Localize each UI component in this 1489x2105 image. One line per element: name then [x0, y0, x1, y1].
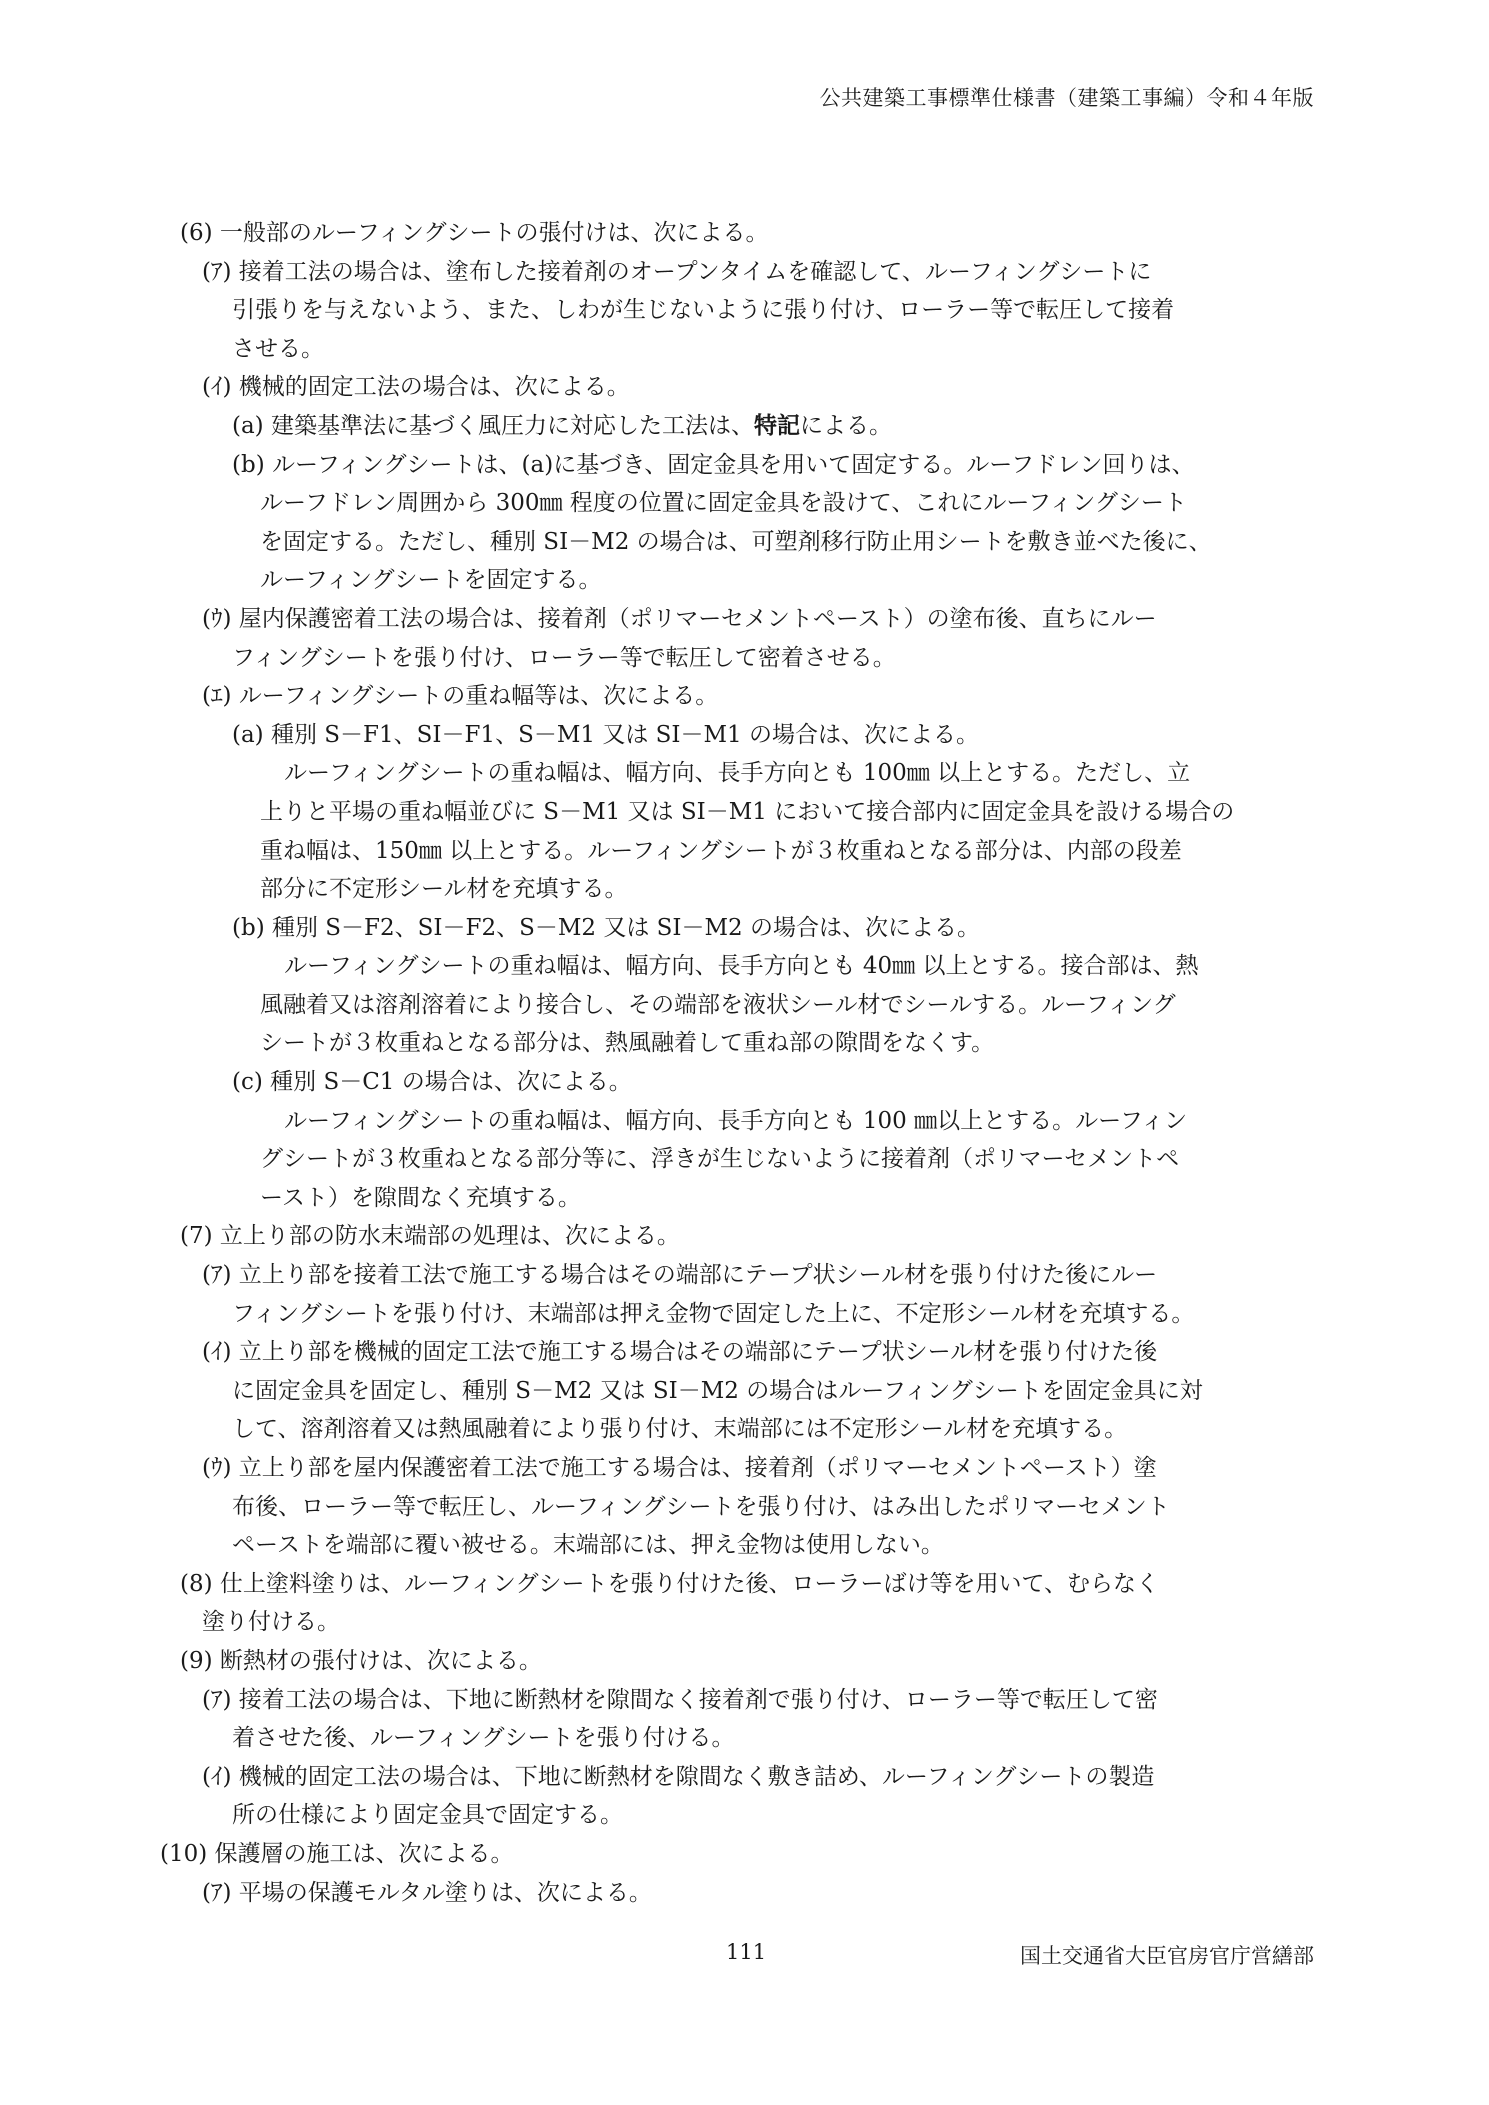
clause-6-d-a-cont: 部分に不定形シール材を充填する。: [260, 876, 628, 903]
clause-7-a-cont: フィングシートを張り付け、末端部は押え金物で固定した上に、不定形シール材を充填する。: [232, 1300, 1195, 1327]
clause-6-b-a: [160, 407, 1320, 446]
clause-6-a: (ｱ) 接着工法の場合は、塗布した接着剤のオープンタイムを確認して、ルーフィングシートに: [202, 258, 1152, 285]
clause-9-heading: (9) 断熱材の張付けは、次による。: [180, 1647, 542, 1674]
document-body: [160, 214, 1320, 1912]
clause-6-b-b-cont: ルーフドレン周囲から 300㎜ 程度の位置に固定金具を設けて、これにルーフィングシート: [260, 490, 1187, 517]
clause-10-a: (ｱ) 平場の保護モルタル塗りは、次による。: [202, 1879, 652, 1906]
clause-9-a: (ｱ) 接着工法の場合は、下地に断熱材を隙間なく接着剤で張り付け、ローラー等で転圧して密: [202, 1686, 1158, 1713]
clause-6-b-b: (b) ルーフィングシートは、(a)に基づき、固定金具を用いて固定する。ルーフドレン回りは、: [232, 451, 1195, 478]
clause-6-d-a-body: ルーフィングシートの重ね幅は、幅方向、長手方向とも 100㎜ 以上とする。ただし、立: [284, 760, 1191, 787]
clause-6-c: (ｳ) 屋内保護密着工法の場合は、接着剤（ポリマーセメントペースト）の塗布後、直ちにルー: [202, 605, 1157, 632]
clause-6-c-cont: フィングシートを張り付け、ローラー等で転圧して密着させる。: [232, 644, 896, 671]
clause-6-d-a-cont: 上りと平場の重ね幅並びに S－M1 又は SI－M1 において接合部内に固定金具を設ける場合の: [260, 798, 1235, 825]
clause-6-d-c-cont: グシートが３枚重ねとなる部分等に、浮きが生じないように接着剤（ポリマーセメントペ: [260, 1146, 1180, 1173]
clause-6-b-b-cont: ルーフィングシートを固定する。: [260, 567, 602, 594]
clause-7-b-cont: に固定金具を固定し、種別 S－M2 又は SI－M2 の場合はルーフィングシートを固定金具に対: [232, 1377, 1203, 1404]
tokki-emphasis: 特記: [753, 411, 800, 439]
clause-7-c: (ｳ) 立上り部を屋内保護密着工法で施工する場合は、接着剤（ポリマーセメントペースト）塗: [202, 1455, 1157, 1481]
clause-8-cont: 塗り付ける。: [202, 1609, 340, 1636]
clause-7-c-cont: ペーストを端部に覆い被せる。末端部には、押え金物は使用しない。: [232, 1532, 944, 1559]
page-number: 111: [726, 1940, 767, 1964]
clause-7-heading: (7) 立上り部の防水末端部の処理は、次による。: [180, 1223, 680, 1250]
clause-6-b-a-tail: による。: [799, 412, 892, 439]
clause-6-d-b-cont: シートが３枚重ねとなる部分は、熱風融着して重ね部の隙間をなくす。: [260, 1030, 995, 1057]
clause-6-d: (ｴ) ルーフィングシートの重ね幅等は、次による。: [202, 683, 719, 710]
footer-organization: 国土交通省大臣官房官庁営繕部: [1020, 1944, 1314, 1968]
clause-6-d-c: (c) 種別 S－C1 の場合は、次による。: [232, 1069, 632, 1096]
clause-6-b-b-cont: を固定する。ただし、種別 SI－M2 の場合は、可塑剤移行防止用シートを敷き並べた後に、: [260, 528, 1212, 555]
clause-8-heading: (8) 仕上塗料塗りは、ルーフィングシートを張り付けた後、ローラーばけ等を用いて、むらなく: [180, 1570, 1159, 1597]
clause-6-d-b-body: ルーフィングシートの重ね幅は、幅方向、長手方向とも 40㎜ 以上とする。接合部は、熱: [284, 953, 1199, 980]
clause-6-b-a-text: (a) 建築基準法に基づく風圧力に対応した工法は、: [232, 412, 754, 439]
clause-6-d-a-cont: 重ね幅は、150㎜ 以上とする。ルーフィングシートが３枚重ねとなる部分は、内部の段差: [260, 837, 1182, 864]
clause-6-a-cont: 引張りを与えないよう、また、しわが生じないように張り付け、ローラー等で転圧して接着: [232, 297, 1175, 324]
document-header-title: 公共建築工事標準仕様書（建築工事編）令和４年版: [819, 86, 1314, 110]
clause-9-b: (ｲ) 機械的固定工法の場合は、下地に断熱材を隙間なく敷き詰め、ルーフィングシートの製造: [202, 1763, 1155, 1790]
clause-7-b: (ｲ) 立上り部を機械的固定工法で施工する場合はその端部にテープ状シール材を張り付けた後: [202, 1339, 1158, 1366]
clause-6-d-b-cont: 風融着又は溶剤溶着により接合し、その端部を液状シール材でシールする。ルーフィング: [260, 991, 1176, 1018]
clause-9-b-cont: 所の仕様により固定金具で固定する。: [232, 1802, 623, 1829]
clause-6-d-a: (a) 種別 S－F1、SI－F1、S－M1 又は SI－M1 の場合は、次による。: [232, 721, 979, 748]
clause-6-a-cont: させる。: [232, 335, 324, 362]
clause-6-d-c-cont: ースト）を隙間なく充填する。: [260, 1184, 581, 1211]
clause-6-heading: (6) 一般部のルーフィングシートの張付けは、次による。: [180, 220, 769, 246]
clause-10-heading: (10) 保護層の施工は、次による。: [160, 1840, 514, 1867]
clause-7-a: (ｱ) 立上り部を接着工法で施工する場合はその端部にテープ状シール材を張り付けた後にルー: [202, 1262, 1158, 1289]
clause-6-d-c-body: ルーフィングシートの重ね幅は、幅方向、長手方向とも 100 ㎜以上とする。ルーフィン: [284, 1107, 1188, 1134]
clause-6-b: (ｲ) 機械的固定工法の場合は、次による。: [202, 374, 630, 401]
clause-9-a-cont: 着させた後、ルーフィングシートを張り付ける。: [232, 1725, 735, 1752]
clause-6-d-b: (b) 種別 S－F2、SI－F2、S－M2 又は SI－M2 の場合は、次による。: [232, 914, 980, 941]
clause-7-c-cont: 布後、ローラー等で転圧し、ルーフィングシートを張り付け、はみ出したポリマーセメント: [232, 1493, 1170, 1520]
clause-7-b-cont: して、溶剤溶着又は熱風融着により張り付け、末端部には不定形シール材を充填する。: [232, 1416, 1128, 1443]
